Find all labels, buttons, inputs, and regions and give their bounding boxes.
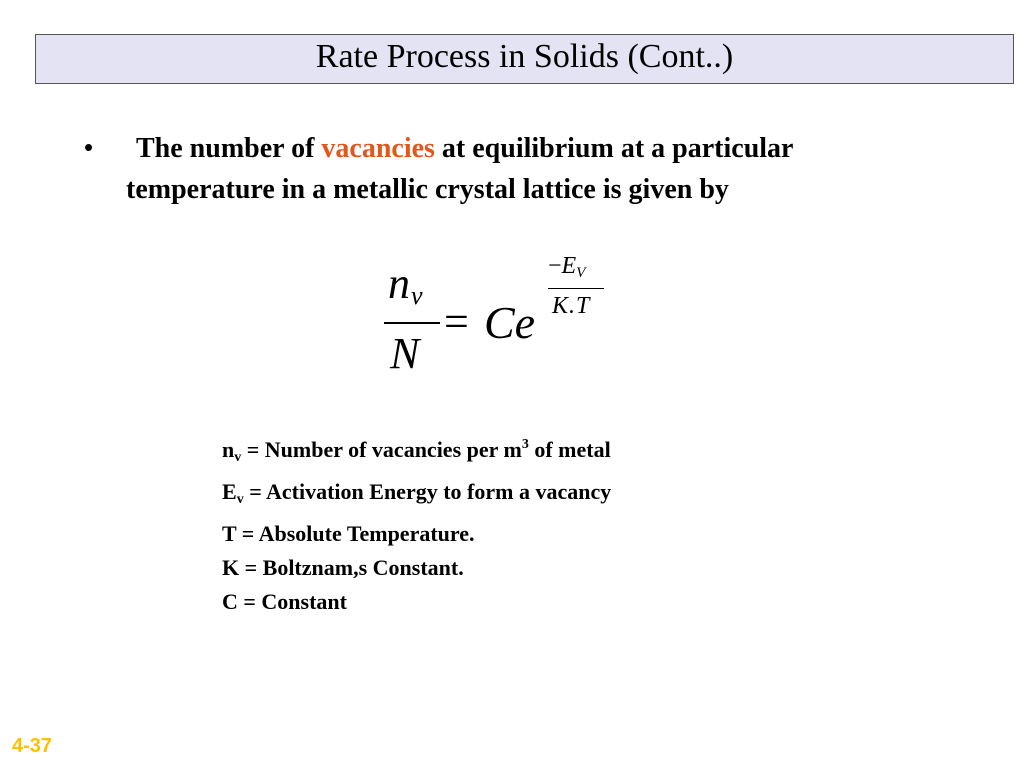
equation-numerator <box>388 259 423 310</box>
definition-symbol: n <box>222 437 235 462</box>
definition-text: = Activation Energy to form a vacancy <box>243 479 612 504</box>
exponent-minus: − <box>548 253 562 279</box>
bullet-text-before: The number of <box>136 133 315 164</box>
fraction-bar <box>384 322 440 324</box>
bullet-line-2: temperature in a metallic crystal lattice is given by <box>126 174 729 205</box>
definition-subscript: v <box>234 450 242 465</box>
definition-subscript: v <box>236 492 244 507</box>
title-bar <box>35 34 1014 84</box>
exponent-denominator: K.T <box>552 293 591 319</box>
exponent-symbol: E <box>561 253 577 279</box>
exponent-numerator <box>548 253 586 281</box>
bullet-text <box>126 128 984 210</box>
numerator-subscript: v <box>411 281 423 310</box>
definition-row: T = Absolute Temperature. <box>222 521 475 546</box>
definition-row: K = Boltznam,s Constant. <box>222 555 464 580</box>
definition-symbol: E <box>222 479 237 504</box>
bullet-dot-icon: • <box>84 132 94 162</box>
bullet-text-after: at equilibrium at a particular <box>441 133 794 164</box>
exponent-fraction-bar <box>548 288 604 289</box>
definition-superscript: 3 <box>521 437 529 452</box>
vacancy-equation <box>376 250 626 390</box>
definition-row <box>222 475 782 517</box>
numerator-symbol: n <box>388 259 410 308</box>
exponent-subscript: V <box>576 265 586 281</box>
equals-sign: = <box>444 297 469 346</box>
bullet-line-1 <box>126 128 984 169</box>
slide-title: Rate Process in Solids (Cont..) <box>315 38 734 75</box>
definition-text-after: of metal <box>528 437 611 462</box>
definition-row <box>222 428 782 475</box>
slide-number: 4-37 <box>12 735 53 757</box>
equation-denominator: N <box>390 329 420 378</box>
equation-base: Ce <box>484 297 536 348</box>
highlighted-term: vacancies <box>321 133 435 164</box>
definition-text: = Number of vacancies per m <box>241 437 522 462</box>
definition-row: C = Constant <box>222 589 347 614</box>
bullet-item <box>84 128 984 210</box>
variable-definitions <box>222 428 782 619</box>
